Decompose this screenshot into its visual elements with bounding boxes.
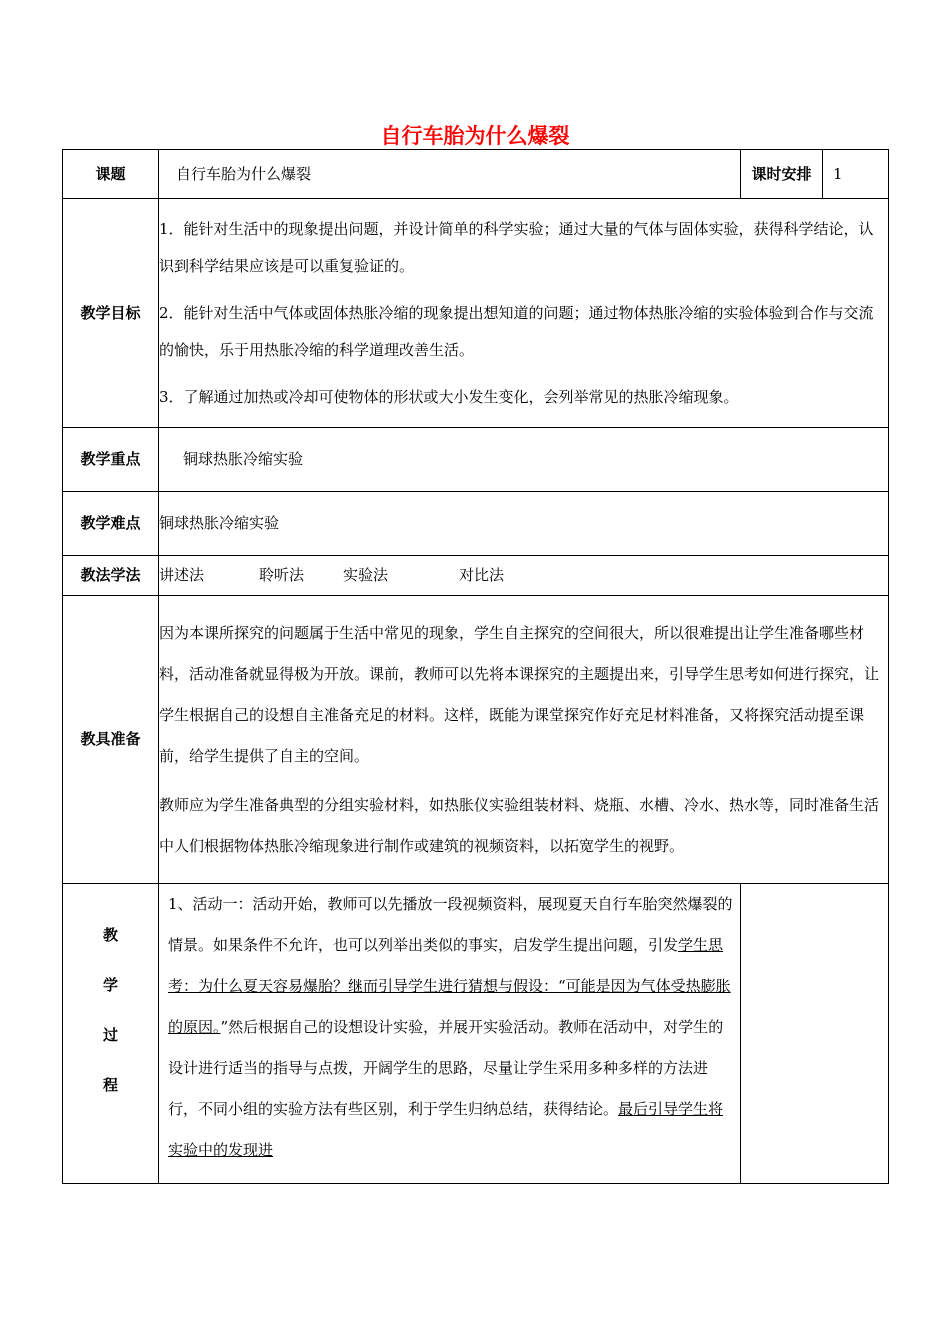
materials-paragraph: 教师应为学生准备典型的分组实验材料，如热胀仪实验组装材料、烧瓶、水槽、冷水、热水等，同时准备生活中人们根据物体热胀冷缩现象进行制作或建筑的视频资料，以拓宽学生的视野。 bbox=[159, 795, 880, 855]
method-item: 对比法 bbox=[459, 566, 505, 584]
methods-content bbox=[159, 556, 889, 596]
goals-content bbox=[159, 199, 889, 428]
process-content bbox=[159, 884, 741, 1184]
process-underlined-text: 学生思考：为什么夏天容易爆胎？继而引导学生进行猜想与假设：“可能是因为气体受热膨胀的原因。 bbox=[168, 936, 731, 1036]
goals-row bbox=[63, 199, 889, 428]
method-item: 实验法 bbox=[343, 566, 389, 584]
process-label-char: 教 bbox=[102, 926, 118, 944]
methods-row bbox=[63, 556, 889, 596]
goal-item: 1．能针对生活中的现象提出问题，并设计简单的科学实验；通过大量的气体与固体实验，获得科学结论，认识到科学结果应该是可以重复验证的。 bbox=[159, 219, 874, 275]
materials-row bbox=[63, 596, 889, 884]
topic-label: 课题 bbox=[63, 150, 159, 199]
process-notes-cell bbox=[741, 884, 889, 1184]
lesson-plan-table bbox=[62, 149, 889, 1184]
topic-value: 自行车胎为什么爆裂 bbox=[159, 150, 741, 199]
materials-content bbox=[159, 596, 889, 884]
process-text: ”然后根据自己的设想设计实验，并展开实验活动。教师在活动中，对学生的设计进行适当的指导与点拨，开阔学生的思路，尽量让学生采用多种多样的方法进行，不同小组的实验方法有些区别，利于学生归纳总结，获得结论。 bbox=[168, 1018, 724, 1118]
hours-value: 1 bbox=[823, 150, 889, 199]
page-title: 自行车胎为什么爆裂 bbox=[380, 124, 570, 148]
process-label-char: 程 bbox=[102, 1076, 118, 1094]
methods-label: 教法学法 bbox=[63, 556, 159, 596]
difficulty-value: 铜球热胀冷缩实验 bbox=[159, 492, 889, 556]
process-label-char: 过 bbox=[102, 1026, 118, 1044]
materials-label: 教具准备 bbox=[63, 596, 159, 884]
process-label bbox=[63, 884, 159, 1184]
focus-row bbox=[63, 428, 889, 492]
hours-label: 课时安排 bbox=[741, 150, 823, 199]
method-item: 讲述法 bbox=[159, 566, 205, 584]
goals-label: 教学目标 bbox=[63, 199, 159, 428]
goal-item: 2．能针对生活中气体或固体热胀冷缩的现象提出想知道的问题；通过物体热胀冷缩的实验体验到合作与交流的愉快，乐于用热胀冷缩的科学道理改善生活。 bbox=[159, 303, 874, 359]
focus-label: 教学重点 bbox=[63, 428, 159, 492]
process-text: 1、活动一：活动开始，教师可以先播放一段视频资料，展现夏天自行车胎突然爆裂的情景。如果条件不允许，也可以列举出类似的事实，启发学生提出问题，引发 bbox=[168, 895, 733, 954]
topic-row bbox=[63, 150, 889, 199]
difficulty-row bbox=[63, 492, 889, 556]
focus-value: 铜球热胀冷缩实验 bbox=[159, 428, 889, 492]
process-underlined-text: 最后引导学生将实验中的发现进 bbox=[168, 1100, 724, 1159]
method-item: 聆听法 bbox=[259, 566, 305, 584]
process-row bbox=[63, 884, 889, 1184]
process-label-char: 学 bbox=[102, 976, 118, 994]
goal-item: 3．了解通过加热或冷却可使物体的形状或大小发生变化，会列举常见的热胀冷缩现象。 bbox=[159, 387, 739, 406]
materials-paragraph: 因为本课所探究的问题属于生活中常见的现象，学生自主探究的空间很大，所以很难提出让学生准备哪些材料，活动准备就显得极为开放。课前，教师可以先将本课探究的主题提出来，引导学生思考如何进行探究，让学生根据自己的设想自主准备充足的材料。这样，既能为课堂探究作好充足材料准备，又将探究活动提至课前，给学生提供了自主的空间。 bbox=[159, 623, 880, 765]
difficulty-label: 教学难点 bbox=[63, 492, 159, 556]
